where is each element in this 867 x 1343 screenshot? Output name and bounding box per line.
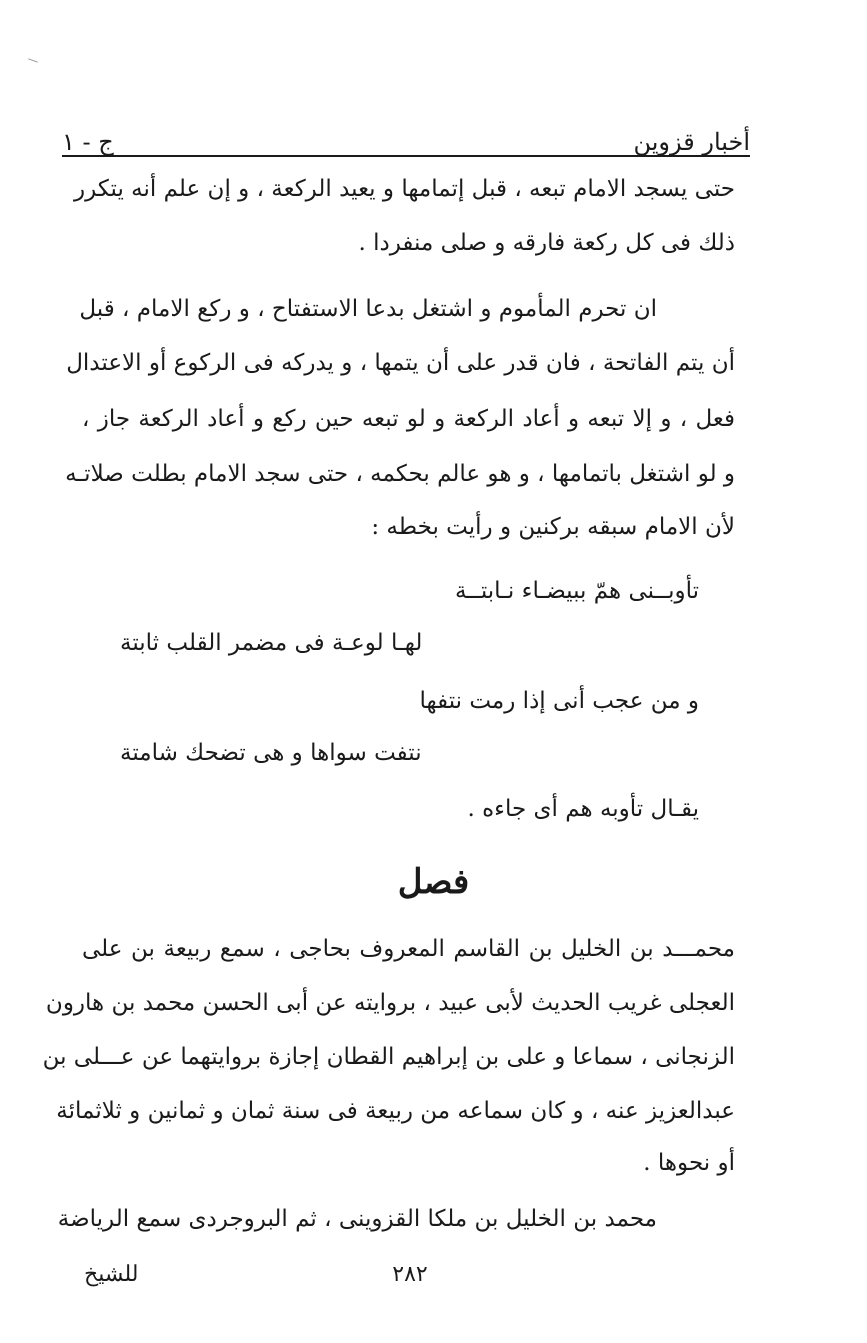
body-line: محمد بن الخليل بن ملكا القزوينى ، ثم البروجردى سمع الرياضة	[57, 1206, 657, 1232]
body-line: العجلى غريب الحديث لأبى عبيد ، بروايته عن أبى الحسن محمد بن هارون	[45, 990, 735, 1016]
body-line: محمـــد بن الخليل بن القاسم المعروف بحاجى ، سمع ربيعة بن على	[82, 936, 735, 962]
page-number: ٢٨٢	[392, 1262, 428, 1287]
body-line: ذلك فى كل ركعة فارقه و صلى منفردا .	[358, 230, 735, 256]
body-line: الزنجانى ، سماعا و على بن إبراهيم القطان إجازة بروايتهما عن عـــلى بن	[42, 1044, 735, 1070]
body-line: أو نحوها .	[643, 1150, 735, 1176]
poem-line: تأوبــنى همّ ببيضـاء نـابتــة	[455, 578, 699, 604]
body-line: حتى يسجد الامام تبعه ، قبل إتمامها و يعيد الركعة ، و إن علم أنه يتكرر	[74, 176, 735, 202]
body-line: فعل ، و إلا تبعه و أعاد الركعة و لو تبعه حين ركع و أعاد الركعة جاز ،	[82, 406, 735, 432]
volume-label: ج - ١	[62, 128, 114, 156]
header-rule	[62, 155, 750, 157]
body-line: ان تحرم المأموم و اشتغل بدعا الاستفتاح ، و ركع الامام ، قبل	[79, 296, 657, 322]
running-header	[62, 108, 750, 156]
margin-mark	[28, 58, 38, 62]
body-line: و لو اشتغل باتمامها ، و هو عالم بحكمه ، حتى سجد الامام بطلت صلاتـه	[65, 461, 735, 487]
book-title: أخبار قزوين	[633, 128, 750, 156]
poem-line: نتفت سواها و هى تضحك شامتة	[120, 740, 422, 766]
body-line: أن يتم الفاتحة ، فان قدر على أن يتمها ، و يدركه فى الركوع أو الاعتدال	[66, 350, 735, 376]
section-title: فصل	[397, 862, 470, 902]
body-line: عبدالعزيز عنه ، و كان سماعه من ربيعة فى سنة ثمان و ثمانين و ثلاثمائة	[56, 1098, 735, 1124]
poem-line: لهـا لوعـة فى مضمر القلب ثابتة	[120, 630, 423, 656]
poem-line: و من عجب أنى إذا رمت نتفها	[419, 688, 699, 714]
catchword: للشيخ	[84, 1262, 139, 1287]
poem-gloss: يقـال تأوبه هم أى جاءه .	[467, 796, 699, 822]
body-line: لأن الامام سبقه بركنين و رأيت بخطه :	[371, 514, 735, 540]
